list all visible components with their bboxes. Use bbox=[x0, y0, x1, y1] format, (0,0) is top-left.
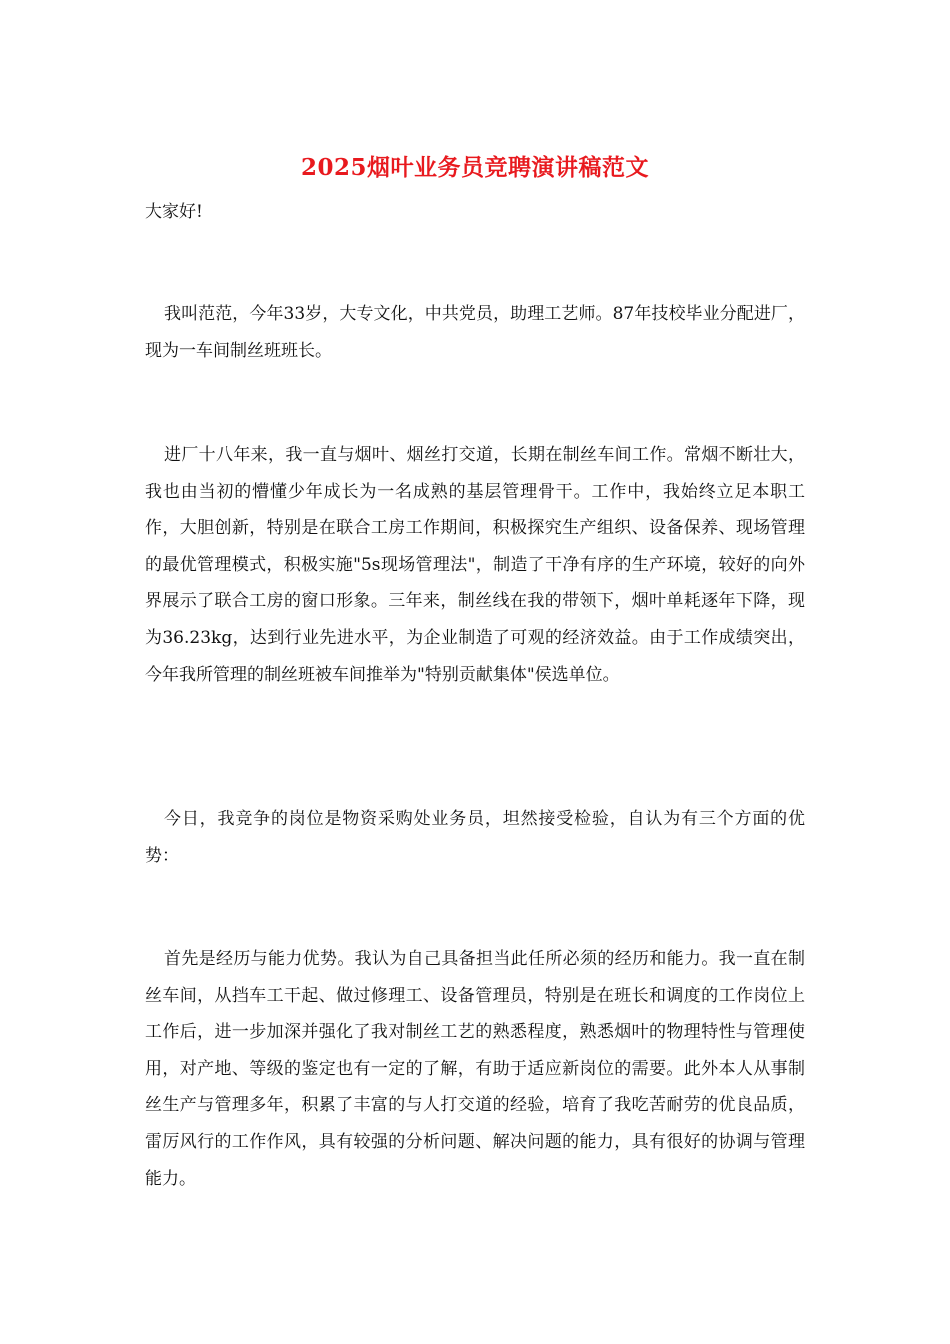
greeting-line: 大家好! bbox=[145, 202, 203, 222]
document-title: 2025烟叶业务员竞聘演讲稿范文 bbox=[300, 154, 649, 181]
paragraph-experience-advantage: 首先是经历与能力优势。我认为自己具备担当此任所必须的经历和能力。我一直在制丝车间，从挡车工干起、做过修理工、设备管理员，特别是在班长和调度的工作岗位上工作后，进一步加深并强化了我对制丝工艺的熟悉程度，熟悉烟叶的物理特性与管理使用，对产地、等级的鉴定也有一定的了解，有助于适应新岗位的需要。此外本人从事制丝生产与管理多年，积累了丰富的与人打交道的经验，培育了我吃苦耐劳的优良品质，雷厉风行的工作作风，具有较强的分析问题、解决问题的能力，具有很好的协调与管理能力。 bbox=[145, 949, 805, 1189]
paragraph-introduction: 我叫范范，今年33岁，大专文化，中共党员，助理工艺师。87年技校毕业分配进厂，现为一车间制丝班班长。 bbox=[145, 304, 805, 361]
paragraph-position: 今日，我竞争的岗位是物资采购处业务员，坦然接受检验，自认为有三个方面的优势： bbox=[145, 809, 805, 866]
paragraph-work-history: 进厂十八年来，我一直与烟叶、烟丝打交道，长期在制丝车间工作。常烟不断壮大，我也由当初的懵懂少年成长为一名成熟的基层管理骨干。工作中，我始终立足本职工作，大胆创新，特别是在联合工房工作期间，积极探究生产组织、设备保养、现场管理的最优管理模式，积极实施"5s现场管理法"，制造了干净有序的生产环境，较好的向外界展示了联合工房的窗口形象。三年来，制丝线在我的带领下，烟叶单耗逐年下降，现为36.23kg，达到行业先进水平，为企业制造了可观的经济效益。由于工作成绩突出，今年我所管理的制丝班被车间推举为"特别贡献集体"侯选单位。 bbox=[145, 445, 805, 685]
